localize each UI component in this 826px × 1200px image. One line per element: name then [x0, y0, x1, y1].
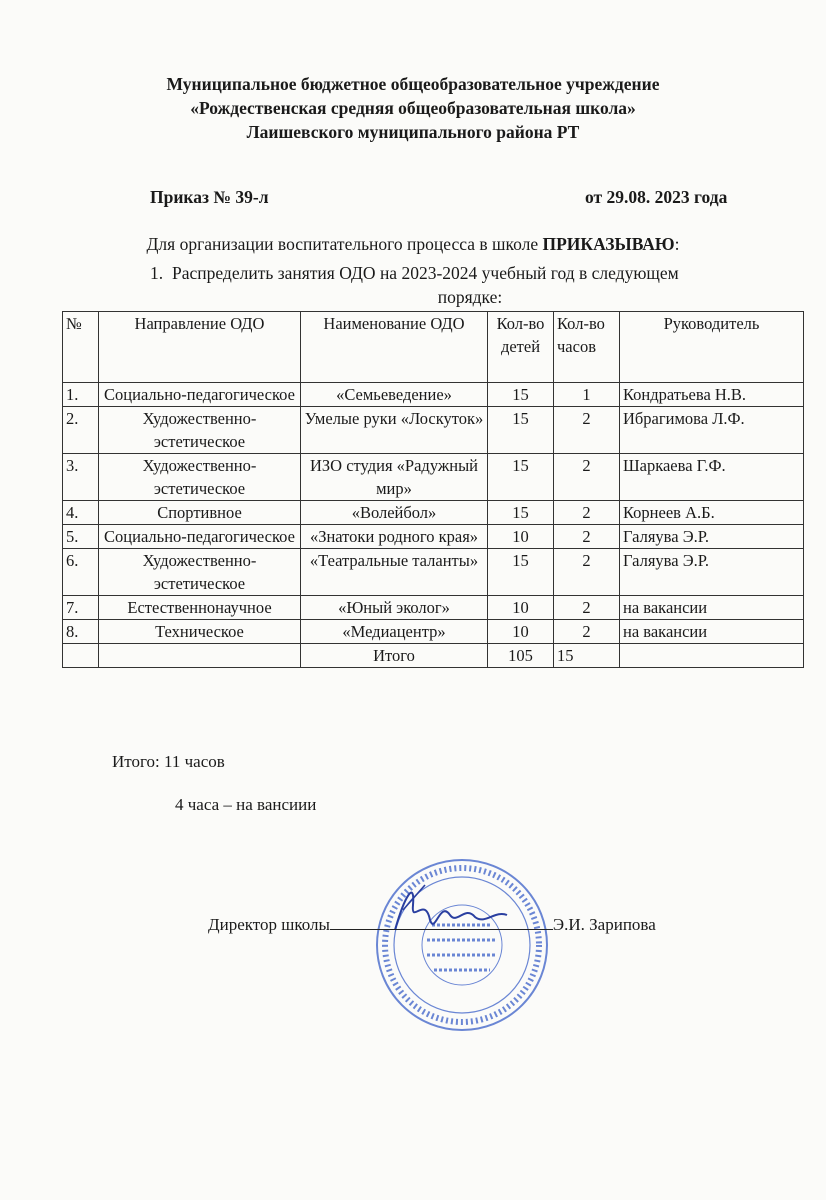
row-hours: 2 [554, 407, 620, 454]
odo-table [62, 311, 804, 668]
signature-name: Э.И. Зарипова [552, 915, 656, 934]
row-children: 15 [488, 383, 554, 407]
col-num: № [63, 312, 99, 383]
row-direction: Социально-педагогическое [99, 525, 301, 549]
row-direction: Естественнонаучное [99, 596, 301, 620]
row-direction: Социально-педагогическое [99, 383, 301, 407]
total-hours: 15 [554, 644, 620, 668]
table-row [63, 620, 804, 644]
row-number: 5. [63, 525, 99, 549]
row-direction: Художественно-эстетическое [99, 407, 301, 454]
row-children: 15 [488, 501, 554, 525]
row-name: «Театральные таланты» [301, 549, 488, 596]
intro-text [0, 234, 826, 255]
order-number: Приказ № 39-л [150, 187, 269, 207]
col-leader: Руководитель [620, 312, 804, 383]
row-direction: Художественно-эстетическое [99, 454, 301, 501]
row-hours: 1 [554, 383, 620, 407]
table-row [63, 549, 804, 596]
item-text: Распределить занятия ОДО на 2023-2024 учебный год в следующем [172, 263, 679, 283]
row-children: 10 [488, 620, 554, 644]
row-hours: 2 [554, 454, 620, 501]
row-children: 15 [488, 454, 554, 501]
row-name: «Семьеведение» [301, 383, 488, 407]
table-row [63, 525, 804, 549]
total-label: Итого [301, 644, 488, 668]
row-number: 2. [63, 407, 99, 454]
row-name: Умелые руки «Лоскуток» [301, 407, 488, 454]
row-name: ИЗО студия «Радужный мир» [301, 454, 488, 501]
intro-colon: : [674, 234, 680, 254]
intro-body: Для организации воспитательного процесса в школе [146, 234, 543, 254]
row-hours: 2 [554, 549, 620, 596]
row-children: 15 [488, 549, 554, 596]
intro-emphasis: ПРИКАЗЫВАЮ [542, 234, 675, 254]
row-leader: Ибрагимова Л.Ф. [620, 407, 804, 454]
summary-vacancy: 4 часа – на вансиии [175, 795, 317, 814]
signature-blank [330, 915, 478, 930]
header-line-1: Муниципальное бюджетное общеобразовательное учреждение [166, 74, 660, 94]
row-direction: Техническое [99, 620, 301, 644]
row-name: «Медиацентр» [301, 620, 488, 644]
row-children: 15 [488, 407, 554, 454]
row-hours: 2 [554, 596, 620, 620]
table-row [63, 454, 804, 501]
header-line-3: Лаишевского муниципального района РТ [246, 122, 580, 142]
row-number: 6. [63, 549, 99, 596]
signature-blank [478, 915, 553, 930]
row-direction: Художественно-эстетическое [99, 549, 301, 596]
row-number: 4. [63, 501, 99, 525]
row-leader: на вакансии [620, 596, 804, 620]
row-children: 10 [488, 596, 554, 620]
row-number: 7. [63, 596, 99, 620]
table-header-row [63, 312, 804, 383]
summary-total: Итого: 11 часов [112, 752, 225, 771]
row-number: 3. [63, 454, 99, 501]
row-name: «Волейбол» [301, 501, 488, 525]
total-children: 105 [488, 644, 554, 668]
col-children: Кол-во детей [488, 312, 554, 383]
row-number: 8. [63, 620, 99, 644]
row-leader: Кондратьева Н.В. [620, 383, 804, 407]
row-number: 1. [63, 383, 99, 407]
row-leader: на вакансии [620, 620, 804, 644]
table-total-row [63, 644, 804, 668]
row-name: «Знатоки родного края» [301, 525, 488, 549]
item-text-cont: порядке: [437, 287, 503, 307]
row-leader: Галяува Э.Р. [620, 549, 804, 596]
header-line-2: «Рождественская средняя общеобразовательная школа» [190, 98, 636, 118]
col-direction: Направление ОДО [99, 312, 301, 383]
row-leader: Шаркаева Г.Ф. [620, 454, 804, 501]
row-leader: Корнеев А.Б. [620, 501, 804, 525]
school-header [0, 72, 826, 144]
row-leader: Галяува Э.Р. [620, 525, 804, 549]
total-empty [63, 644, 99, 668]
table-row [63, 407, 804, 454]
signature-line [208, 915, 656, 935]
table-row [63, 383, 804, 407]
signature-title: Директор школы [208, 915, 330, 934]
order-date: от 29.08. 2023 года [585, 187, 728, 207]
total-empty [99, 644, 301, 668]
table-row [63, 596, 804, 620]
row-children: 10 [488, 525, 554, 549]
row-hours: 2 [554, 620, 620, 644]
col-name: Наименование ОДО [301, 312, 488, 383]
row-name: «Юный эколог» [301, 596, 488, 620]
row-direction: Спортивное [99, 501, 301, 525]
row-hours: 2 [554, 525, 620, 549]
item-number: 1. [150, 263, 164, 283]
total-empty [620, 644, 804, 668]
col-hours: Кол-во часов [554, 312, 620, 383]
row-hours: 2 [554, 501, 620, 525]
table-row [63, 501, 804, 525]
